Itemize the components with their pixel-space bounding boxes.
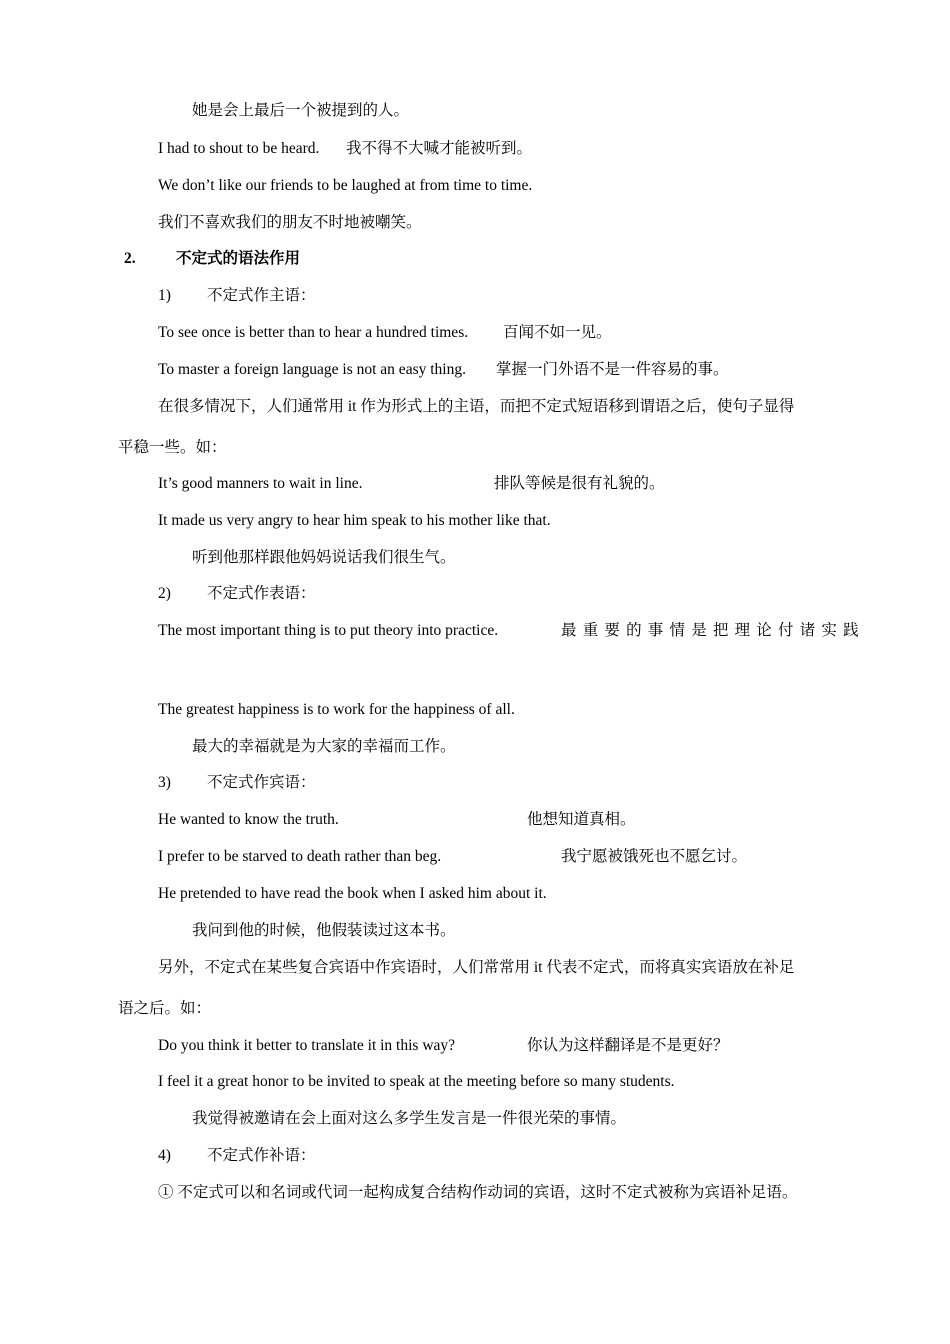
subsection-heading: 不定式作表语： <box>207 585 316 602</box>
body-paragraph: 平稳一些。如： <box>118 439 227 456</box>
subsection-number: 1) <box>158 287 171 304</box>
subsection-heading: 不定式作宾语： <box>207 774 316 791</box>
example-sentence: It made us very angry to hear him speak to his mother like that. <box>158 512 551 529</box>
body-paragraph: 另外，不定式在某些复合宾语中作宾语时，人们常常用 it 代表不定式，而将真实宾语放在补足 <box>158 959 795 976</box>
subsection-number: 2) <box>158 585 171 602</box>
example-translation: 最大的幸福就是为大家的幸福而工作。 <box>192 738 456 755</box>
example-sentence: I had to shout to be heard. <box>158 140 320 157</box>
example-translation: 排队等候是很有礼貌的。 <box>494 475 665 492</box>
subsection-heading: 不定式作主语： <box>207 287 316 304</box>
example-translation: 他想知道真相。 <box>527 811 636 828</box>
example-sentence: Do you think it better to translate it in this way? <box>158 1037 456 1054</box>
subsection-number: 3) <box>158 774 171 791</box>
example-sentence: The most important thing is to put theory into practice. <box>158 622 499 639</box>
example-translation: 最重要的事情是把理论付诸实践 <box>561 622 865 639</box>
body-paragraph: ① 不定式可以和名词或代词一起构成复合结构作动词的宾语，这时不定式被称为宾语补足语。 <box>158 1184 798 1201</box>
body-paragraph: 语之后。如： <box>118 1000 212 1017</box>
example-translation: 掌握一门外语不是一件容易的事。 <box>496 361 729 378</box>
example-translation: 百闻不如一见。 <box>503 324 612 341</box>
example-translation: 我不得不大喊才能被听到。 <box>346 140 533 157</box>
body-paragraph: 在很多情况下，人们通常用 it 作为形式上的主语，而把不定式短语移到谓语之后，使句子显得 <box>158 398 795 415</box>
section-number: 2. <box>124 250 136 267</box>
example-translation: 听到他那样跟他妈妈说话我们很生气。 <box>192 549 456 566</box>
example-sentence: I feel it a great honor to be invited to speak at the meeting before so many students. <box>158 1073 675 1090</box>
example-sentence: We don’t like our friends to be laughed at from time to time. <box>158 177 533 194</box>
section-heading: 不定式的语法作用 <box>176 250 301 267</box>
example-translation: 我宁愿被饿死也不愿乞讨。 <box>561 848 748 865</box>
subsection-number: 4) <box>158 1147 171 1164</box>
example-sentence: It’s good manners to wait in line. <box>158 475 363 492</box>
example-sentence: To see once is better than to hear a hundred times. <box>158 324 469 341</box>
example-translation: 你认为这样翻译是不是更好？ <box>527 1037 729 1054</box>
example-sentence: He wanted to know the truth. <box>158 811 339 828</box>
example-translation: 我问到他的时候，他假装读过这本书。 <box>192 922 456 939</box>
example-translation: 我们不喜欢我们的朋友不时地被嘲笑。 <box>158 214 422 231</box>
subsection-heading: 不定式作补语： <box>207 1147 316 1164</box>
example-translation: 她是会上最后一个被提到的人。 <box>192 102 410 119</box>
example-sentence: The greatest happiness is to work for the happiness of all. <box>158 701 515 718</box>
example-sentence: To master a foreign language is not an easy thing. <box>158 361 466 378</box>
example-sentence: I prefer to be starved to death rather than beg. <box>158 848 442 865</box>
example-sentence: He pretended to have read the book when I asked him about it. <box>158 885 547 902</box>
example-translation: 我觉得被邀请在会上面对这么多学生发言是一件很光荣的事情。 <box>192 1110 627 1127</box>
